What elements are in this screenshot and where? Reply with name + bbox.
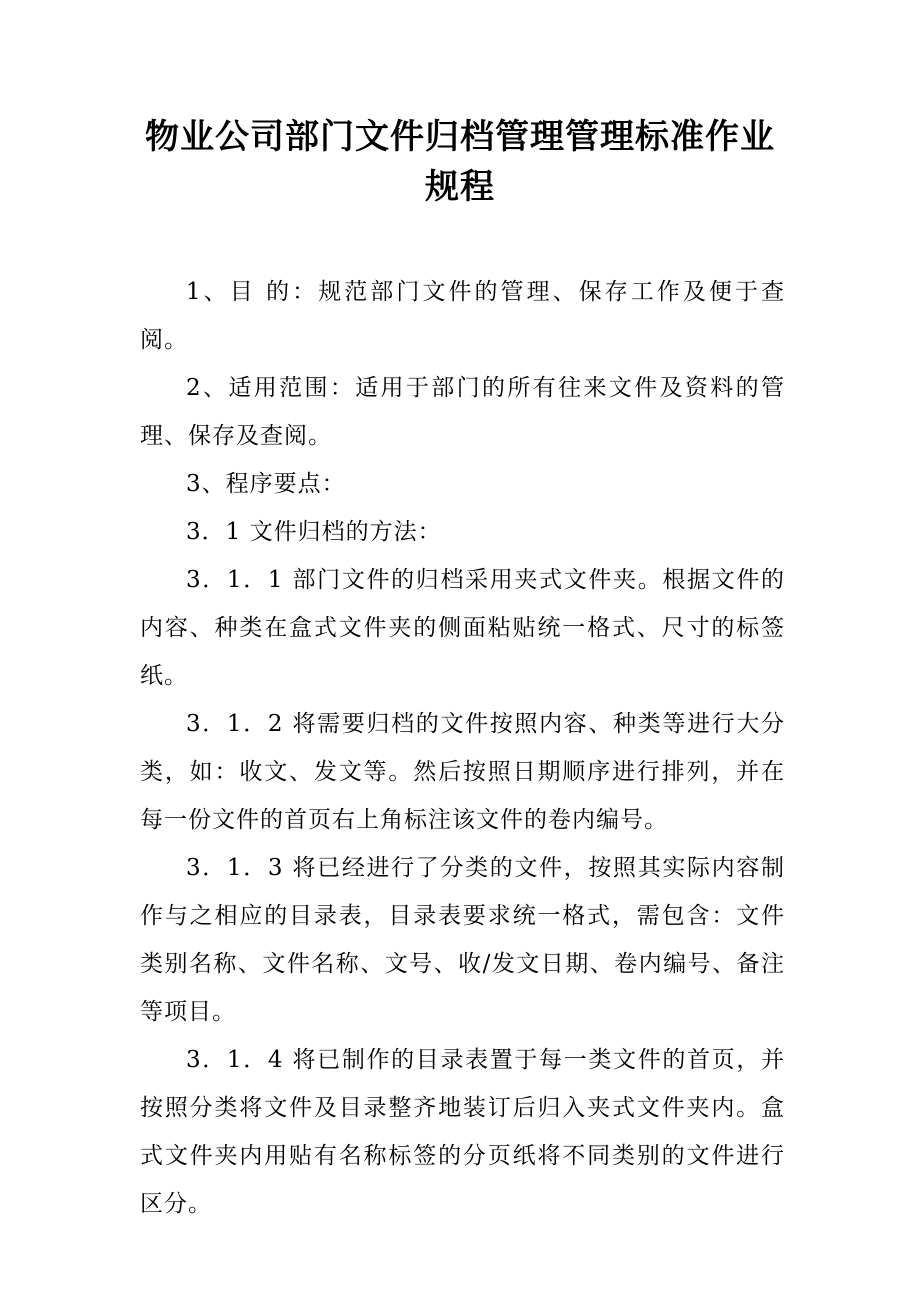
paragraph-scope: 2、适用范围：适用于部门的所有往来文件及资料的管理、保存及查阅。 [140, 375, 785, 449]
document-body [140, 268, 785, 1228]
paragraph-purpose: 1、目 的：规范部门文件的管理、保存工作及便于查阅。 [140, 279, 785, 353]
document-title: 物业公司部门文件归档管理管理标准作业规程 [145, 117, 775, 207]
paragraph-3-1-2: 3．1．2 将需要归档的文件按照内容、种类等进行大分类，如：收文、发文等。然后按照日期顺序进行排列，并在每一份文件的首页右上角标注该文件的卷内编号。 [140, 711, 785, 833]
paragraph-filing-method-heading: 3．1 文件归档的方法： [186, 519, 442, 545]
paragraph-3-1-4: 3．1．4 将已制作的目录表置于每一类文件的首页，并按照分类将文件及目录整齐地装订后归入夹式文件夹内。盒式文件夹内用贴有名称标签的分页纸将不同类别的文件进行区分。 [140, 1047, 785, 1217]
paragraph-procedure-heading: 3、程序要点： [186, 471, 346, 497]
paragraph-3-1-3: 3．1．3 将已经进行了分类的文件，按照其实际内容制作与之相应的目录表，目录表要求统一格式，需包含：文件类别名称、文件名称、文号、收/发文日期、卷内编号、备注等项目。 [140, 855, 785, 1025]
paragraph-3-1-1: 3．1．1 部门文件的归档采用夹式文件夹。根据文件的内容、种类在盒式文件夹的侧面粘贴统一格式、尺寸的标签纸。 [140, 567, 785, 689]
